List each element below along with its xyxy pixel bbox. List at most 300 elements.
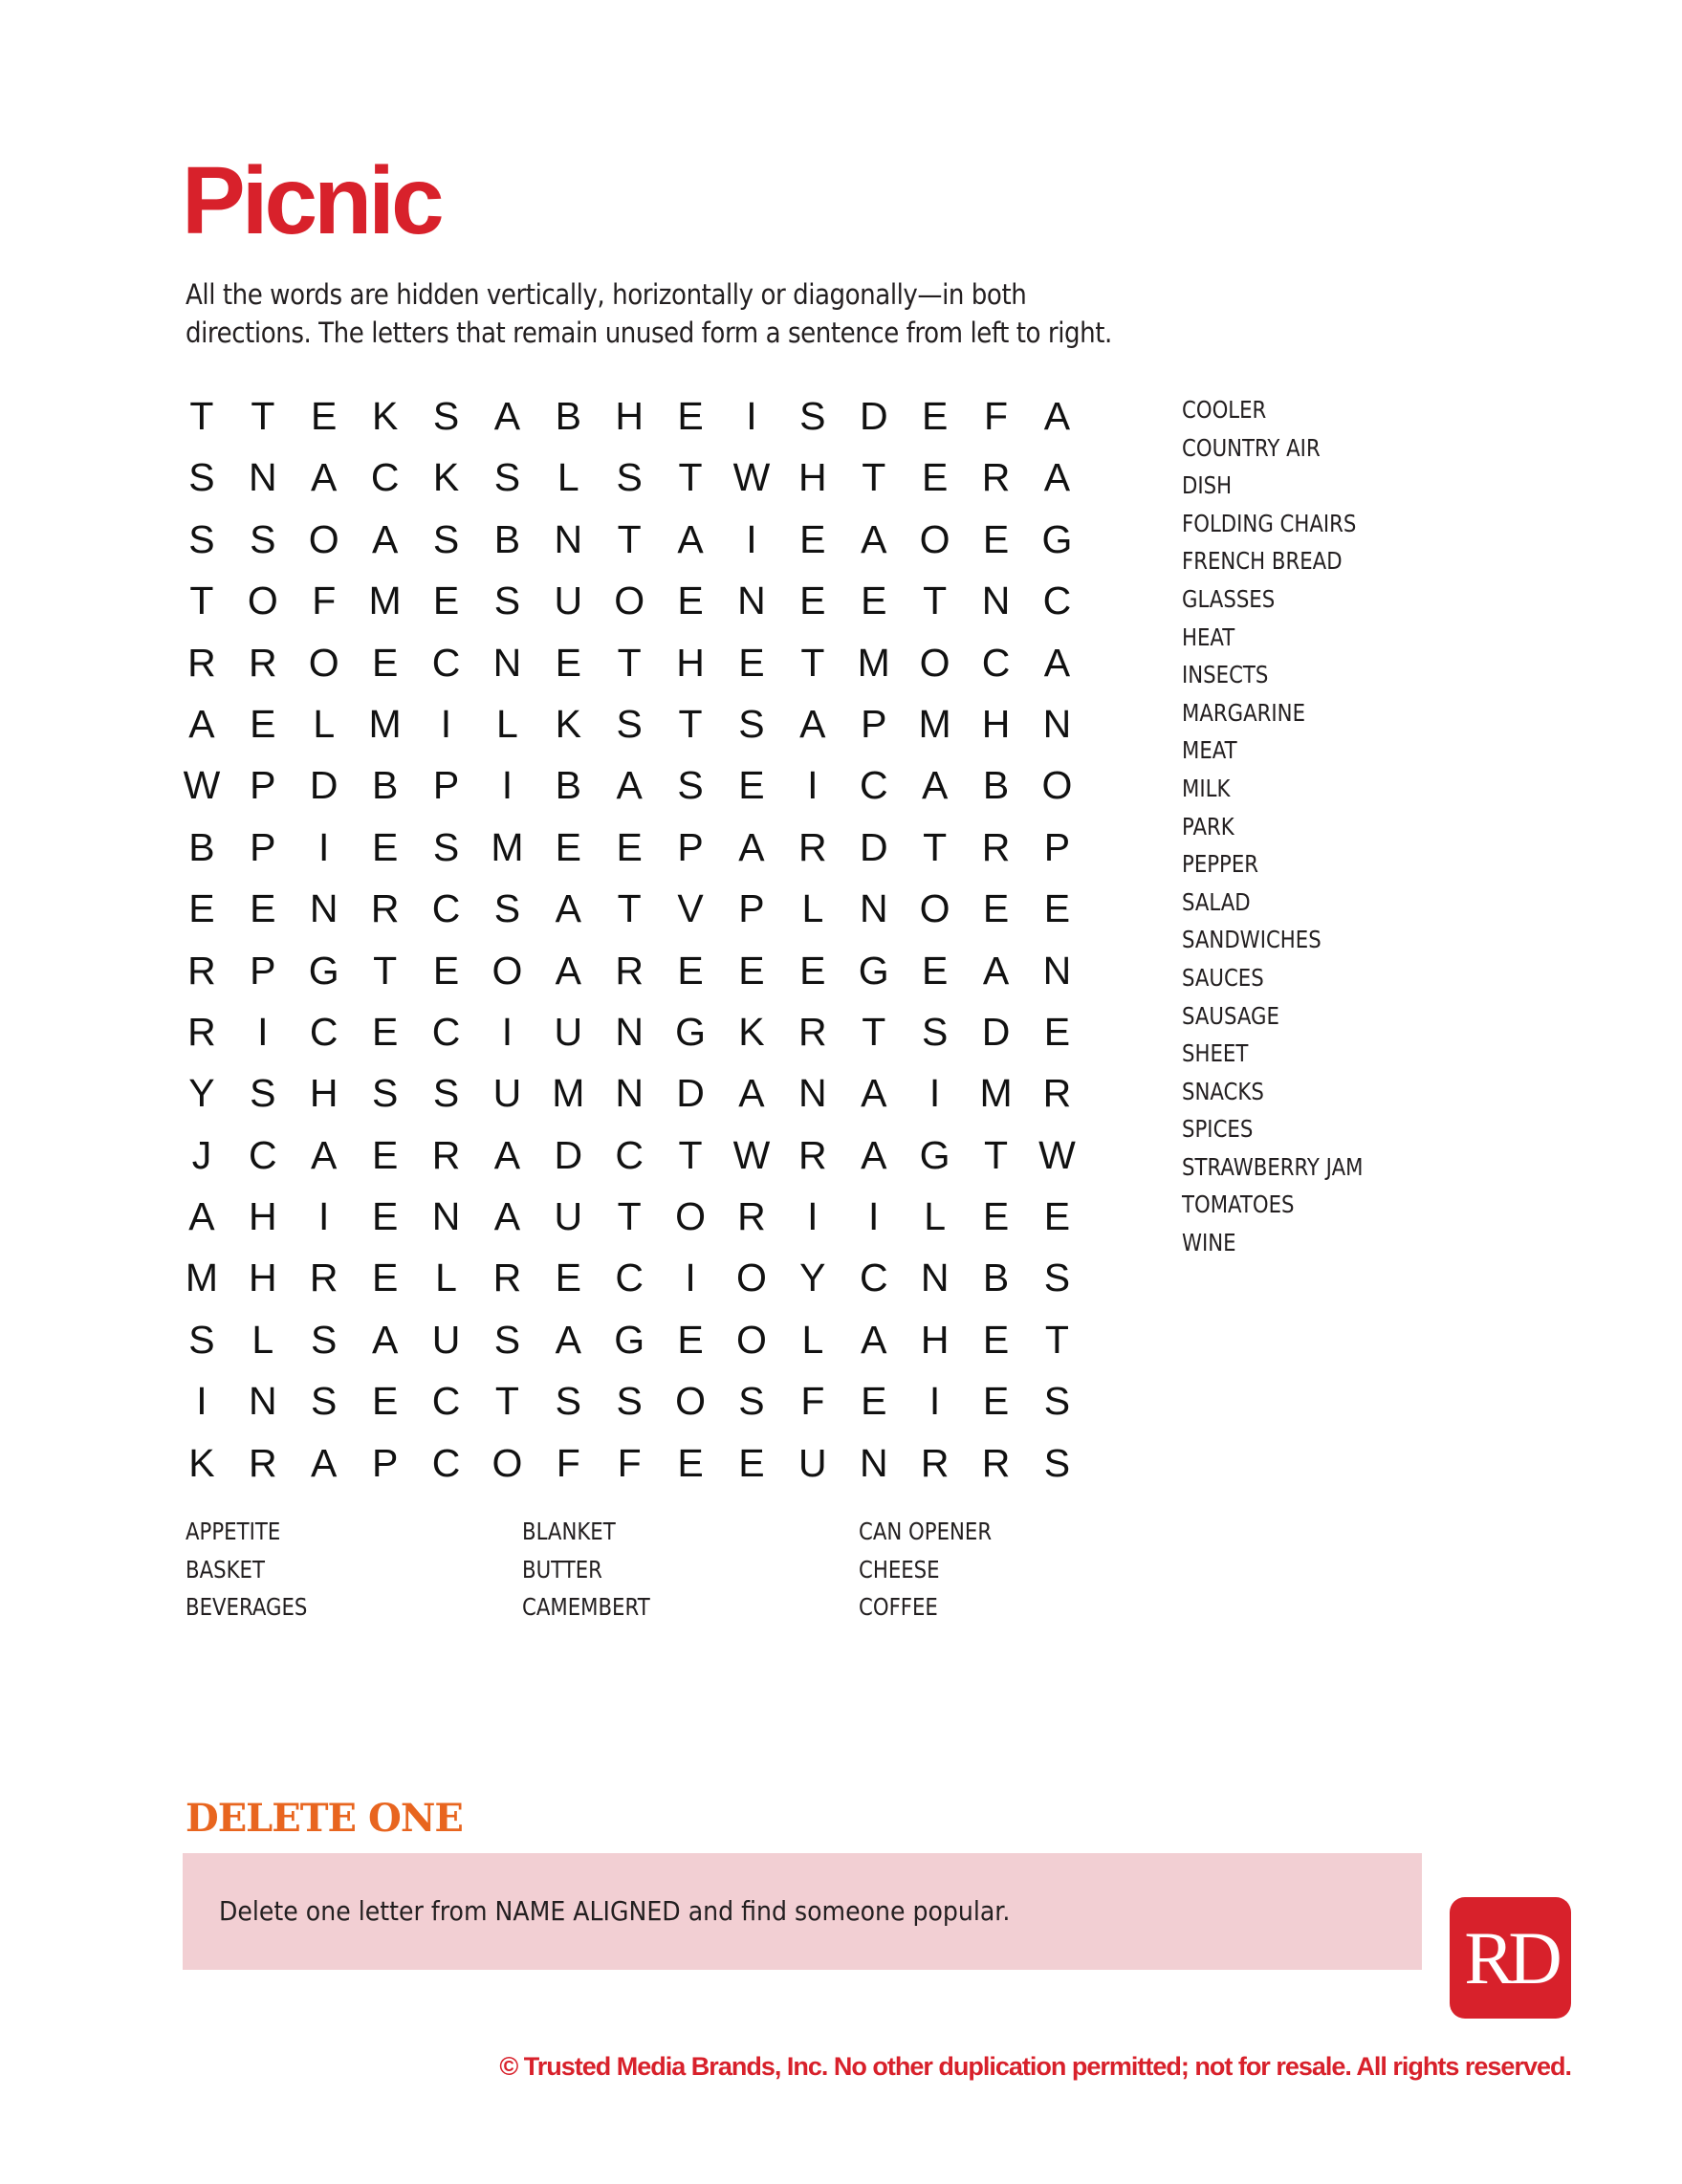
grid-letter: H bbox=[798, 455, 827, 500]
grid-letter: S bbox=[799, 394, 826, 438]
word-list-item: HEAT bbox=[1182, 622, 1235, 651]
grid-letter: N bbox=[615, 1071, 644, 1116]
grid-letter: W bbox=[183, 763, 221, 808]
grid-letter: C bbox=[615, 1132, 644, 1177]
word-list-bottom-col-1 bbox=[186, 1513, 307, 1627]
grid-letter: E bbox=[921, 948, 949, 993]
grid-letter: A bbox=[555, 948, 581, 993]
grid-letter: V bbox=[677, 886, 704, 931]
grid-letter: G bbox=[919, 1132, 950, 1177]
grid-letter: M bbox=[185, 1256, 219, 1300]
grid-letter: E bbox=[371, 640, 399, 685]
grid-letter: C bbox=[981, 640, 1011, 685]
grid-letter: L bbox=[801, 886, 824, 931]
grid-letter: G bbox=[858, 948, 889, 993]
grid-letter: T bbox=[617, 640, 642, 685]
grid-letter: R bbox=[249, 1440, 277, 1485]
grid-letter: H bbox=[309, 1071, 339, 1116]
grid-letter: F bbox=[984, 394, 1009, 438]
grid-letter: M bbox=[979, 1071, 1013, 1116]
grid-letter: W bbox=[732, 455, 771, 500]
grid-letter: F bbox=[800, 1379, 825, 1424]
word-list-item: COUNTRY AIR bbox=[1182, 433, 1321, 462]
grid-letter: E bbox=[555, 824, 581, 869]
grid-letter: N bbox=[1042, 948, 1072, 993]
grid-letter: C bbox=[615, 1256, 644, 1300]
grid-letter: E bbox=[677, 579, 704, 623]
grid-letter: S bbox=[738, 701, 765, 746]
grid-letter: E bbox=[738, 763, 765, 808]
grid-letter: G bbox=[614, 1317, 645, 1362]
grid-letter: I bbox=[807, 763, 819, 808]
grid-letter: I bbox=[440, 701, 452, 746]
grid-letter: A bbox=[555, 886, 581, 931]
grid-letter: L bbox=[435, 1256, 457, 1300]
grid-letter: E bbox=[982, 516, 1010, 561]
grid-letter: I bbox=[928, 1071, 941, 1116]
grid-letter: S bbox=[188, 455, 215, 500]
grid-letter: E bbox=[677, 1317, 704, 1362]
grid-letter: E bbox=[738, 1440, 765, 1485]
grid-letter: A bbox=[982, 948, 1010, 993]
grid-letter: U bbox=[554, 1009, 583, 1054]
grid-letter: L bbox=[313, 701, 336, 746]
grid-letter: I bbox=[318, 1194, 330, 1239]
word-list-item: STRAWBERRY JAM bbox=[1182, 1152, 1364, 1181]
grid-letter: N bbox=[554, 516, 583, 561]
grid-letter: T bbox=[678, 701, 703, 746]
grid-letter: N bbox=[309, 886, 339, 931]
grid-letter: U bbox=[492, 1071, 522, 1116]
grid-letter: E bbox=[432, 948, 460, 993]
rd-logo-text: RD bbox=[1464, 1916, 1557, 1999]
grid-letter: S bbox=[311, 1379, 338, 1424]
grid-letter: T bbox=[678, 455, 703, 500]
word-list-item: SNACKS bbox=[1182, 1077, 1264, 1105]
grid-letter: R bbox=[187, 640, 216, 685]
grid-letter: E bbox=[799, 948, 826, 993]
grid-letter: K bbox=[555, 701, 581, 746]
grid-letter: N bbox=[431, 1194, 461, 1239]
grid-letter: S bbox=[371, 1071, 399, 1116]
grid-letter: E bbox=[677, 1440, 704, 1485]
word-list-item: FRENCH BREAD bbox=[1182, 547, 1343, 576]
instructions-line: All the words are hidden vertically, horizontally or diagonally—in both bbox=[186, 278, 1027, 311]
grid-letter: E bbox=[555, 640, 581, 685]
grid-letter: H bbox=[920, 1317, 950, 1362]
word-list-item: SAUCES bbox=[1182, 963, 1264, 992]
grid-letter: C bbox=[309, 1009, 339, 1054]
grid-letter: O bbox=[736, 1256, 767, 1300]
grid-letter: P bbox=[1043, 824, 1071, 869]
grid-letter: R bbox=[187, 1009, 216, 1054]
grid-letter: D bbox=[554, 1132, 583, 1177]
grid-letter: C bbox=[431, 1379, 461, 1424]
grid-letter: A bbox=[861, 1317, 887, 1362]
grid-letter: E bbox=[921, 394, 949, 438]
word-list-item: APPETITE bbox=[186, 1518, 281, 1545]
grid-letter: I bbox=[746, 516, 757, 561]
grid-letter: T bbox=[494, 1379, 519, 1424]
word-list-item: MARGARINE bbox=[1182, 698, 1306, 727]
grid-letter: S bbox=[432, 394, 460, 438]
word-list-item: COOLER bbox=[1182, 396, 1267, 424]
grid-letter: S bbox=[188, 516, 215, 561]
grid-letter: T bbox=[1044, 1317, 1069, 1362]
grid-letter: E bbox=[250, 886, 276, 931]
grid-letter: P bbox=[250, 763, 276, 808]
grid-letter: A bbox=[188, 1194, 215, 1239]
word-list-item: COFFEE bbox=[859, 1593, 938, 1622]
word-list-item: FOLDING CHAIRS bbox=[1182, 509, 1357, 537]
grid-letter: U bbox=[798, 1440, 827, 1485]
grid-letter: I bbox=[196, 1379, 208, 1424]
grid-letter: S bbox=[677, 763, 704, 808]
grid-letter: A bbox=[311, 1132, 338, 1177]
grid-letter: L bbox=[801, 1317, 824, 1362]
grid-letter: E bbox=[616, 824, 643, 869]
grid-letter: N bbox=[798, 1071, 827, 1116]
grid-letter: H bbox=[981, 701, 1011, 746]
grid-letter: B bbox=[188, 824, 215, 869]
grid-letter: S bbox=[432, 516, 460, 561]
grid-letter: O bbox=[308, 516, 339, 561]
grid-letter: E bbox=[555, 1256, 581, 1300]
grid-letter: P bbox=[250, 948, 276, 993]
grid-letter: D bbox=[676, 1071, 705, 1116]
delete-one-box bbox=[183, 1853, 1422, 1970]
grid-letter: A bbox=[371, 516, 399, 561]
grid-letter: E bbox=[1043, 1009, 1071, 1054]
instructions-line: directions. The letters that remain unused form a sentence from left to right. bbox=[186, 317, 1112, 349]
grid-letter: P bbox=[432, 763, 460, 808]
grid-letter: E bbox=[311, 394, 338, 438]
grid-letter: C bbox=[431, 640, 461, 685]
grid-letter: R bbox=[981, 1440, 1011, 1485]
grid-letter: E bbox=[1043, 886, 1071, 931]
word-list-item: SAUSAGE bbox=[1182, 1001, 1279, 1030]
grid-letter: A bbox=[799, 701, 826, 746]
grid-letter: N bbox=[859, 1440, 888, 1485]
grid-letter: O bbox=[736, 1317, 767, 1362]
grid-letter: O bbox=[247, 579, 278, 623]
grid-letter: G bbox=[1041, 516, 1073, 561]
grid-letter: R bbox=[492, 1256, 522, 1300]
grid-letter: T bbox=[923, 579, 948, 623]
word-list-item: PEPPER bbox=[1182, 850, 1259, 879]
grid-letter: R bbox=[309, 1256, 339, 1300]
grid-letter: E bbox=[799, 579, 826, 623]
grid-letter: C bbox=[370, 455, 400, 500]
grid-letter: I bbox=[928, 1379, 941, 1424]
grid-letter: N bbox=[249, 1379, 277, 1424]
grid-letter: R bbox=[615, 948, 644, 993]
word-list-item: GLASSES bbox=[1182, 584, 1276, 613]
grid-letter: A bbox=[1043, 455, 1071, 500]
word-list-item: INSECTS bbox=[1182, 661, 1269, 689]
grid-letter: Y bbox=[799, 1256, 826, 1300]
grid-letter: R bbox=[1042, 1071, 1072, 1116]
grid-letter: F bbox=[556, 1440, 580, 1485]
grid-letter: S bbox=[250, 516, 276, 561]
grid-letter: E bbox=[188, 886, 215, 931]
word-list-item: DISH bbox=[1182, 471, 1233, 500]
grid-letter: E bbox=[432, 579, 460, 623]
word-list-item: SANDWICHES bbox=[1182, 926, 1322, 954]
word-list-item: MILK bbox=[1182, 774, 1231, 802]
word-list-item: SHEET bbox=[1182, 1039, 1249, 1068]
grid-letter: W bbox=[732, 1132, 771, 1177]
grid-letter: M bbox=[857, 640, 890, 685]
page-title: Picnic bbox=[182, 147, 441, 254]
grid-letter: A bbox=[311, 1440, 338, 1485]
grid-letter: M bbox=[368, 579, 402, 623]
grid-letter: K bbox=[432, 455, 460, 500]
grid-letter: D bbox=[309, 763, 339, 808]
grid-letter: U bbox=[554, 579, 583, 623]
grid-letter: E bbox=[982, 1194, 1010, 1239]
grid-letter: S bbox=[250, 1071, 276, 1116]
grid-letter: E bbox=[738, 948, 765, 993]
grid-letter: S bbox=[616, 1379, 643, 1424]
grid-letter: T bbox=[862, 1009, 886, 1054]
grid-letter: D bbox=[981, 1009, 1011, 1054]
grid-letter: S bbox=[738, 1379, 765, 1424]
grid-letter: E bbox=[921, 455, 949, 500]
grid-letter: A bbox=[1043, 640, 1071, 685]
grid-letter: O bbox=[491, 1440, 523, 1485]
grid-letter: S bbox=[311, 1317, 338, 1362]
grid-letter: T bbox=[617, 1194, 642, 1239]
grid-letter: I bbox=[501, 1009, 513, 1054]
grid-letter: F bbox=[312, 579, 337, 623]
grid-letter: T bbox=[617, 886, 642, 931]
grid-letter: E bbox=[1043, 1194, 1071, 1239]
grid-letter: N bbox=[492, 640, 522, 685]
grid-letter: E bbox=[982, 1317, 1010, 1362]
grid-letter: L bbox=[557, 455, 579, 500]
grid-letter: N bbox=[859, 886, 888, 931]
grid-letter: S bbox=[493, 1317, 521, 1362]
grid-letter: W bbox=[1038, 1132, 1076, 1177]
grid-letter: O bbox=[919, 640, 950, 685]
grid-letter: A bbox=[738, 824, 765, 869]
grid-letter: N bbox=[1042, 701, 1072, 746]
grid-letter: E bbox=[738, 640, 765, 685]
grid-letter: E bbox=[371, 1009, 399, 1054]
word-list-item: BASKET bbox=[186, 1555, 265, 1583]
grid-letter: L bbox=[495, 701, 518, 746]
grid-letter: B bbox=[555, 394, 581, 438]
grid-letter: S bbox=[1043, 1379, 1071, 1424]
grid-letter: B bbox=[982, 1256, 1010, 1300]
grid-letter: S bbox=[616, 455, 643, 500]
grid-letter: C bbox=[859, 763, 888, 808]
grid-letter: T bbox=[800, 640, 825, 685]
grid-letter: A bbox=[861, 1132, 887, 1177]
grid-letter: A bbox=[616, 763, 643, 808]
grid-letter: S bbox=[1043, 1440, 1071, 1485]
delete-one-text: Delete one letter from NAME ALIGNED and find someone popular. bbox=[219, 1895, 1011, 1927]
word-list-item: BEVERAGES bbox=[186, 1593, 308, 1622]
grid-letter: A bbox=[1043, 394, 1071, 438]
grid-letter: I bbox=[685, 1256, 696, 1300]
grid-letter: N bbox=[249, 455, 277, 500]
grid-letter: D bbox=[859, 824, 888, 869]
grid-letter: H bbox=[249, 1256, 277, 1300]
grid-letter: I bbox=[868, 1194, 880, 1239]
grid-letter: P bbox=[250, 824, 276, 869]
grid-letter: R bbox=[920, 1440, 950, 1485]
grid-letter: K bbox=[371, 394, 399, 438]
grid-letter: T bbox=[189, 394, 214, 438]
grid-letter: A bbox=[493, 1194, 521, 1239]
delete-one-title: DELETE ONE bbox=[186, 1796, 463, 1841]
grid-letter: N bbox=[920, 1256, 950, 1300]
grid-letter: I bbox=[501, 763, 513, 808]
grid-letter: E bbox=[861, 1379, 887, 1424]
grid-letter: E bbox=[982, 886, 1010, 931]
grid-letter: E bbox=[250, 701, 276, 746]
grid-letter: H bbox=[249, 1194, 277, 1239]
grid-letter: S bbox=[493, 455, 521, 500]
grid-letter: S bbox=[555, 1379, 581, 1424]
grid-letter: M bbox=[552, 1071, 585, 1116]
grid-letter: T bbox=[923, 824, 948, 869]
grid-letter: R bbox=[798, 1132, 827, 1177]
grid-letter: O bbox=[675, 1194, 707, 1239]
grid-letter: S bbox=[493, 886, 521, 931]
word-list-item: PARK bbox=[1182, 812, 1234, 841]
grid-letter: I bbox=[318, 824, 330, 869]
grid-letter: O bbox=[491, 948, 523, 993]
grid-letter: R bbox=[981, 824, 1011, 869]
grid-letter: T bbox=[251, 394, 275, 438]
grid-letter: E bbox=[677, 948, 704, 993]
grid-letter: N bbox=[615, 1009, 644, 1054]
grid-letter: E bbox=[371, 824, 399, 869]
grid-letter: O bbox=[919, 516, 950, 561]
grid-letter: F bbox=[617, 1440, 642, 1485]
grid-letter: G bbox=[675, 1009, 707, 1054]
grid-letter: A bbox=[861, 516, 887, 561]
rd-logo bbox=[1450, 1897, 1571, 2019]
grid-letter: R bbox=[798, 1009, 827, 1054]
grid-letter: A bbox=[555, 1317, 581, 1362]
grid-letter: S bbox=[432, 1071, 460, 1116]
grid-letter: T bbox=[617, 516, 642, 561]
word-list-bottom-col-2 bbox=[522, 1513, 650, 1627]
word-list-item: CAMEMBERT bbox=[522, 1593, 650, 1622]
grid-letter: A bbox=[188, 701, 215, 746]
grid-letter: E bbox=[677, 394, 704, 438]
grid-letter: M bbox=[918, 701, 951, 746]
grid-letter: A bbox=[493, 394, 521, 438]
grid-letter: R bbox=[798, 824, 827, 869]
grid-letter: O bbox=[308, 640, 339, 685]
grid-letter: S bbox=[188, 1317, 215, 1362]
word-list-item: CHEESE bbox=[859, 1555, 940, 1583]
grid-letter: T bbox=[373, 948, 398, 993]
grid-letter: A bbox=[493, 1132, 521, 1177]
grid-letter: K bbox=[188, 1440, 215, 1485]
grid-letter: P bbox=[861, 701, 887, 746]
grid-letter: H bbox=[676, 640, 705, 685]
grid-letter: M bbox=[491, 824, 524, 869]
grid-letter: C bbox=[431, 1009, 461, 1054]
grid-letter: C bbox=[431, 886, 461, 931]
grid-letter: B bbox=[982, 763, 1010, 808]
grid-letter: E bbox=[371, 1256, 399, 1300]
grid-letter: E bbox=[371, 1379, 399, 1424]
grid-letter: R bbox=[187, 948, 216, 993]
grid-letter: R bbox=[370, 886, 400, 931]
grid-letter: O bbox=[675, 1379, 707, 1424]
grid-letter: A bbox=[371, 1317, 399, 1362]
grid-letter: L bbox=[924, 1194, 947, 1239]
copyright: © Trusted Media Brands, Inc. No other duplication permitted; not for resale. All rights reserved. bbox=[499, 2052, 1571, 2081]
grid-letter: P bbox=[677, 824, 704, 869]
grid-letter: O bbox=[919, 886, 950, 931]
grid-letter: E bbox=[371, 1194, 399, 1239]
grid-letter: E bbox=[371, 1132, 399, 1177]
grid-letter: C bbox=[859, 1256, 888, 1300]
grid-letter: B bbox=[371, 763, 399, 808]
word-list-item: CAN OPENER bbox=[859, 1518, 993, 1545]
grid-letter: S bbox=[921, 1009, 949, 1054]
grid-letter: A bbox=[311, 455, 338, 500]
grid-letter: U bbox=[554, 1194, 583, 1239]
grid-letter: D bbox=[859, 394, 888, 438]
grid-letter: R bbox=[249, 640, 277, 685]
grid-letter: A bbox=[677, 516, 704, 561]
grid-letter: S bbox=[493, 579, 521, 623]
word-list-bottom-col-3 bbox=[859, 1513, 992, 1627]
instructions bbox=[186, 275, 1132, 352]
grid-letter: B bbox=[493, 516, 521, 561]
grid-letter: K bbox=[738, 1009, 765, 1054]
word-list-item: SALAD bbox=[1182, 887, 1251, 916]
grid-letter: I bbox=[746, 394, 757, 438]
grid-letter: R bbox=[737, 1194, 766, 1239]
grid-letter: T bbox=[678, 1132, 703, 1177]
word-list-item: BLANKET bbox=[522, 1518, 616, 1545]
grid-letter: J bbox=[191, 1132, 212, 1177]
grid-letter: O bbox=[614, 579, 645, 623]
grid-letter: S bbox=[616, 701, 643, 746]
word-list-item: TOMATOES bbox=[1182, 1190, 1295, 1219]
grid-letter: C bbox=[1042, 579, 1072, 623]
grid-letter: O bbox=[1041, 763, 1073, 808]
grid-letter: G bbox=[308, 948, 339, 993]
grid-letter: I bbox=[807, 1194, 819, 1239]
grid-letter: N bbox=[737, 579, 766, 623]
grid-letter: U bbox=[431, 1317, 461, 1362]
grid-letter: R bbox=[981, 455, 1011, 500]
word-list-item: WINE bbox=[1182, 1229, 1236, 1257]
grid-letter: S bbox=[1043, 1256, 1071, 1300]
grid-letter: E bbox=[799, 516, 826, 561]
word-list-item: SPICES bbox=[1182, 1115, 1254, 1144]
grid-letter: H bbox=[615, 394, 644, 438]
grid-letter: C bbox=[249, 1132, 277, 1177]
grid-letter: E bbox=[982, 1379, 1010, 1424]
grid-letter: L bbox=[251, 1317, 274, 1362]
grid-letter: S bbox=[432, 824, 460, 869]
grid-letter: B bbox=[555, 763, 581, 808]
grid-letter: A bbox=[738, 1071, 765, 1116]
grid-letter: R bbox=[431, 1132, 461, 1177]
